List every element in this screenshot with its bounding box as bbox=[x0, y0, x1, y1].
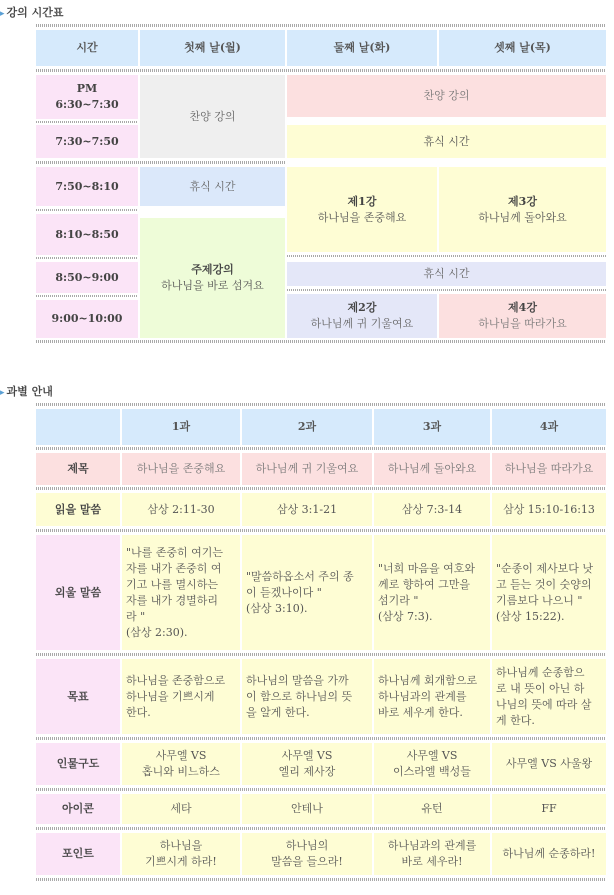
lecture-1: 제1강 하나님을 존중해요 bbox=[287, 167, 437, 252]
header-day3: 셋째 날(목) bbox=[439, 30, 606, 66]
cell-title-2: 하나님께 귀 기울여요 bbox=[242, 453, 372, 485]
time-slot-5: 8:50~9:00 bbox=[36, 262, 138, 293]
divider bbox=[36, 24, 606, 27]
time-slot-6: 9:00~10:00 bbox=[36, 300, 138, 338]
divider bbox=[36, 827, 606, 830]
cell-goal-2: 하나님의 말씀을 가까 이 함으로 하나님의 뜻 을 알게 한다. bbox=[242, 659, 372, 734]
cell-point-3: 하나님과의 관계를 바로 세우라! bbox=[374, 833, 490, 875]
header-lesson-1: 1과 bbox=[122, 409, 240, 445]
header-time: 시간 bbox=[36, 30, 138, 66]
time-slot-1: PM 6:30~7:30 bbox=[36, 75, 138, 119]
divider bbox=[36, 403, 606, 406]
divider bbox=[36, 69, 606, 72]
divider bbox=[36, 209, 138, 211]
divider bbox=[36, 788, 606, 791]
divider bbox=[36, 257, 138, 259]
row-label-goal: 목표 bbox=[36, 659, 120, 734]
cell-memory-1: "나를 존중히 여기는 자를 내가 존중히 여 기고 나를 멸시하는 자를 내가 경멸하리 라 " (삼상 2:30). bbox=[122, 535, 240, 650]
time-slot-4: 8:10~8:50 bbox=[36, 214, 138, 255]
header-corner bbox=[36, 409, 120, 445]
bullet-icon: ▸ bbox=[0, 388, 5, 398]
lecture-3: 제3강 하나님께 돌아와요 bbox=[439, 167, 606, 252]
divider bbox=[36, 340, 606, 343]
row-label-point: 포인트 bbox=[36, 833, 120, 875]
cell-memory-4: "순종이 제사보다 낫 고 듣는 것이 숫양의 기름보다 나으니 " (삼상 15:22). bbox=[492, 535, 606, 650]
cell-goal-3: 하나님께 회개함으로 하나님과의 관계를 바로 세우게 한다. bbox=[374, 659, 490, 734]
cell-goal-1: 하나님을 존중함으로 하나님을 기쁘시게 한다. bbox=[122, 659, 240, 734]
time-slot-2: 7:30~7:50 bbox=[36, 125, 138, 158]
rest-day1: 휴식 시간 bbox=[140, 167, 285, 206]
praise-lecture-day2-3: 찬양 강의 bbox=[287, 75, 606, 117]
cell-characters-1: 사무엘 VS 홉니와 비느하스 bbox=[122, 743, 240, 785]
cell-reading-3: 삼상 7:3-14 bbox=[374, 493, 490, 526]
cell-title-4: 하나님을 따라가요 bbox=[492, 453, 606, 485]
cell-characters-3: 사무엘 VS 이스라엘 백성들 bbox=[374, 743, 490, 785]
header-lesson-4: 4과 bbox=[492, 409, 606, 445]
cell-memory-2: "말씀하옵소서 주의 종 이 듣겠나이다 " (삼상 3:10). bbox=[242, 535, 372, 650]
row-label-reading: 읽을 말씀 bbox=[36, 493, 120, 526]
praise-lecture-day1: 찬양 강의 bbox=[140, 75, 285, 158]
rest-day2-3: 휴식 시간 bbox=[287, 125, 606, 158]
cell-goal-4: 하나님께 순종함으 로 내 뜻이 아닌 하 나님의 뜻에 따라 살 게 한다. bbox=[492, 659, 606, 734]
lecture-4: 제4강 하나님을 따라가요 bbox=[439, 294, 606, 338]
header-day1: 첫째 날(월) bbox=[140, 30, 285, 66]
divider bbox=[36, 121, 138, 123]
divider bbox=[36, 653, 606, 656]
cell-point-4: 하나님께 순종하라! bbox=[492, 833, 606, 875]
divider bbox=[287, 289, 606, 291]
cell-title-1: 하나님을 존중해요 bbox=[122, 453, 240, 485]
cell-memory-3: "너희 마음을 여호와 께로 향하여 그만을 섬기라 " (삼상 7:3). bbox=[374, 535, 490, 650]
row-label-characters: 인물구도 bbox=[36, 743, 120, 785]
row-label-title: 제목 bbox=[36, 453, 120, 485]
divider bbox=[36, 737, 606, 740]
cell-characters-2: 사무엘 VS 엘리 제사장 bbox=[242, 743, 372, 785]
row-label-icon: 아이콘 bbox=[36, 794, 120, 824]
bullet-icon: ▸ bbox=[0, 9, 5, 19]
header-lesson-2: 2과 bbox=[242, 409, 372, 445]
cell-point-2: 하나님의 말씀을 들으라! bbox=[242, 833, 372, 875]
cell-point-1: 하나님을 기쁘시게 하라! bbox=[122, 833, 240, 875]
time-slot-3: 7:50~8:10 bbox=[36, 167, 138, 206]
lecture-2: 제2강 하나님께 귀 기울여요 bbox=[287, 294, 437, 338]
divider bbox=[36, 161, 286, 164]
cell-title-3: 하나님께 돌아와요 bbox=[374, 453, 490, 485]
rest-day2-3-late: 휴식 시간 bbox=[287, 262, 606, 286]
divider bbox=[287, 255, 606, 257]
divider bbox=[36, 447, 606, 450]
divider bbox=[36, 487, 606, 490]
cell-reading-1: 삼상 2:11-30 bbox=[122, 493, 240, 526]
cell-reading-2: 삼상 3:1-21 bbox=[242, 493, 372, 526]
cell-icon-1: 세타 bbox=[122, 794, 240, 824]
cell-icon-4: FF bbox=[492, 794, 606, 824]
row-label-memory-verse: 외울 말씀 bbox=[36, 535, 120, 650]
cell-reading-4: 삼상 15:10-16:13 bbox=[492, 493, 606, 526]
cell-icon-3: 유턴 bbox=[374, 794, 490, 824]
divider bbox=[36, 295, 138, 297]
header-lesson-3: 3과 bbox=[374, 409, 490, 445]
cell-characters-4: 사무엘 VS 사울왕 bbox=[492, 743, 606, 785]
section-title-lessons: ▸ 과별 안내 bbox=[0, 385, 53, 398]
theme-lecture: 주제강의 하나님을 바로 섬겨요 bbox=[140, 218, 285, 338]
divider bbox=[36, 878, 606, 881]
divider bbox=[36, 529, 606, 532]
header-day2: 둘째 날(화) bbox=[287, 30, 437, 66]
cell-icon-2: 안테나 bbox=[242, 794, 372, 824]
section-title-schedule: ▸ 강의 시간표 bbox=[0, 6, 64, 19]
